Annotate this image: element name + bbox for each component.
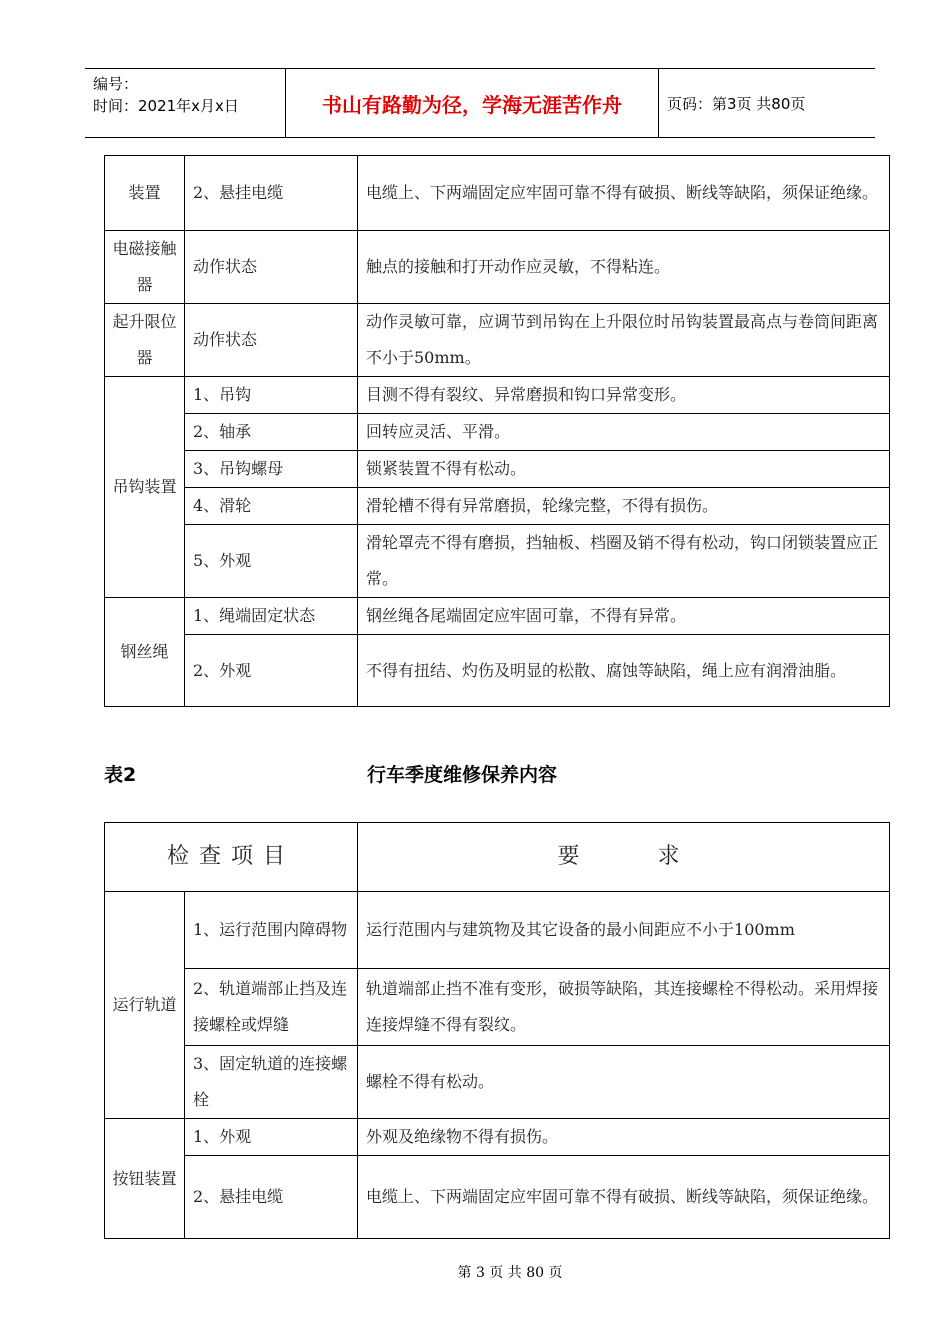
item-cell: 5、外观 [185, 525, 358, 598]
time-label: 时间：2021年x月x日 [93, 97, 239, 115]
requirement-cell: 回转应灵活、平滑。 [358, 414, 890, 451]
requirement-cell: 运行范围内与建筑物及其它设备的最小间距应不小于100mm [358, 892, 890, 969]
header-motto: 书山有路勤为径，学海无涯苦作舟 [322, 92, 622, 117]
requirement-cell: 钢丝绳各尾端固定应牢固可靠，不得有异常。 [358, 598, 890, 635]
table-row [105, 525, 890, 598]
table-caption-label: 表2 [104, 764, 137, 786]
requirement-cell: 外观及绝缘物不得有损伤。 [358, 1119, 890, 1156]
item-cell: 2、轴承 [185, 414, 358, 451]
table-row [105, 414, 890, 451]
category-cell: 电磁接触器 [105, 231, 185, 304]
item-cell: 1、运行范围内障碍物 [185, 892, 358, 969]
requirement-cell: 动作灵敏可靠，应调节到吊钩在上升限位时吊钩装置最高点与卷筒间距离不小于50mm。 [358, 304, 890, 377]
item-cell: 4、滑轮 [185, 488, 358, 525]
requirement-cell: 滑轮罩壳不得有磨损，挡轴板、档圈及销不得有松动，钩口闭锁装置应正常。 [358, 525, 890, 598]
item-cell: 1、吊钩 [185, 377, 358, 414]
item-cell: 2、外观 [185, 635, 358, 707]
page-header [85, 68, 875, 138]
table-row [105, 892, 890, 969]
item-cell: 动作状态 [185, 304, 358, 377]
maintenance-table-continued [104, 155, 890, 707]
quarterly-maintenance-table [104, 822, 890, 1239]
requirement-cell: 滑轮槽不得有异常磨损，轮缘完整，不得有损伤。 [358, 488, 890, 525]
item-cell: 2、悬挂电缆 [185, 156, 358, 231]
header-meta [93, 73, 283, 117]
header-page-info: 页码：第3页 共80页 [667, 94, 806, 113]
category-cell: 钢丝绳 [105, 598, 185, 707]
table-row [105, 231, 890, 304]
table-row [105, 1156, 890, 1239]
header-divider [658, 69, 659, 137]
page-footer: 第 3 页 共 80 页 [457, 1265, 563, 1281]
requirement-cell: 螺栓不得有松动。 [358, 1046, 890, 1119]
table-row [105, 1046, 890, 1119]
item-cell: 1、外观 [185, 1119, 358, 1156]
category-cell: 运行轨道 [105, 892, 185, 1119]
item-cell: 3、固定轨道的连接螺栓 [185, 1046, 358, 1119]
requirement-cell: 目测不得有裂纹、异常磨损和钩口异常变形。 [358, 377, 890, 414]
requirement-cell: 不得有扭结、灼伤及明显的松散、腐蚀等缺陷，绳上应有润滑油脂。 [358, 635, 890, 707]
table-row [105, 969, 890, 1046]
requirement-cell: 电缆上、下两端固定应牢固可靠不得有破损、断线等缺陷，须保证绝缘。 [358, 156, 890, 231]
table-row [105, 451, 890, 488]
category-cell: 起升限位器 [105, 304, 185, 377]
item-cell: 3、吊钩螺母 [185, 451, 358, 488]
table-row [105, 304, 890, 377]
number-label: 编号： [93, 75, 139, 93]
table-row [105, 156, 890, 231]
item-cell: 动作状态 [185, 231, 358, 304]
table-header-row [105, 823, 890, 892]
requirement-cell: 轨道端部止挡不准有变形，破损等缺陷，其连接螺栓不得松动。采用焊接连接焊缝不得有裂纹。 [358, 969, 890, 1046]
requirement-cell: 电缆上、下两端固定应牢固可靠不得有破损、断线等缺陷，须保证绝缘。 [358, 1156, 890, 1239]
table-row [105, 635, 890, 707]
item-cell: 2、悬挂电缆 [185, 1156, 358, 1239]
item-cell: 1、绳端固定状态 [185, 598, 358, 635]
table-row [105, 377, 890, 414]
requirement-cell: 触点的接触和打开动作应灵敏，不得粘连。 [358, 231, 890, 304]
table-row [105, 488, 890, 525]
table-caption-title: 行车季度维修保养内容 [367, 764, 558, 786]
column-header-requirement: 要 求 [358, 823, 890, 892]
category-cell: 吊钩装置 [105, 377, 185, 598]
table-row [105, 598, 890, 635]
category-cell: 按钮装置 [105, 1119, 185, 1239]
item-cell: 2、轨道端部止挡及连接螺栓或焊缝 [185, 969, 358, 1046]
category-cell: 装置 [105, 156, 185, 231]
column-header-item: 检查项目 [105, 823, 358, 892]
table-row [105, 1119, 890, 1156]
requirement-cell: 锁紧装置不得有松动。 [358, 451, 890, 488]
